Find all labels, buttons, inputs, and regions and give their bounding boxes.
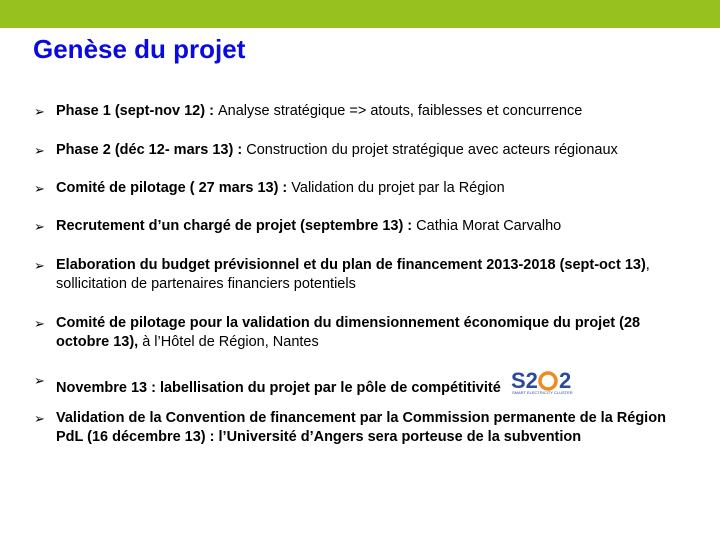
item-bold: Recrutement d’un chargé de projet (septembre 13) : [56, 218, 417, 234]
list-item [34, 217, 694, 236]
arrow-bullet-icon: ➢ [34, 373, 45, 388]
arrow-bullet-icon: ➢ [34, 316, 45, 331]
item-text: , sollicitation de partenaires financiers potentiels [56, 257, 650, 292]
list-item [34, 256, 694, 294]
item-bold: Phase 2 (déc 12- mars 13) : [56, 142, 247, 158]
item-text: Analyse stratégique => atouts, faiblesses et concurrence [217, 103, 583, 119]
item-bold: Elaboration du budget prévisionnel et du plan de financement 2013-2018 (sept-oct 13) [56, 257, 646, 273]
item-bold: Phase 1 (sept-nov 12) : [56, 103, 218, 119]
list-item [34, 141, 694, 160]
arrow-bullet-icon: ➢ [34, 411, 45, 426]
item-text: Construction du projet stratégique avec acteurs régionaux [246, 142, 618, 158]
arrow-bullet-icon: ➢ [34, 104, 45, 119]
s2e2-logo [509, 368, 585, 402]
list-item [34, 102, 694, 121]
list-item [34, 409, 694, 447]
item-text: Cathia Morat Carvalho [416, 218, 562, 234]
item-bold: Comité de pilotage pour la validation du dimensionnement économique du projet (28 octobre 13), [56, 315, 641, 350]
svg-text:SMART ELECTRICITY CLUSTER: SMART ELECTRICITY CLUSTER [511, 390, 573, 395]
item-bold: Validation de la Convention de financement par la Commission permanente de la Région PdL (16 décembre 13) : l’Université d’Angers sera porteuse de la subvention [56, 410, 666, 445]
item-bold: Comité de pilotage ( 27 mars 13) : [56, 180, 292, 196]
arrow-bullet-icon: ➢ [34, 219, 45, 234]
item-text: à l’Hôtel de Région, Nantes [138, 334, 319, 350]
arrow-bullet-icon: ➢ [34, 181, 45, 196]
top-banner [0, 0, 720, 28]
slide-title: Genèse du projet [33, 34, 246, 64]
list-item [34, 314, 694, 352]
list-item [34, 368, 694, 405]
item-text: Validation du projet par la Région [291, 180, 505, 196]
arrow-bullet-icon: ➢ [34, 143, 45, 158]
item-bold: Novembre 13 : labellisation du projet par le pôle de compétitivité [56, 379, 501, 396]
svg-text:2: 2 [558, 368, 572, 393]
svg-text:S2: S2 [510, 368, 538, 393]
list-item [34, 179, 694, 198]
arrow-bullet-icon: ➢ [34, 258, 45, 273]
